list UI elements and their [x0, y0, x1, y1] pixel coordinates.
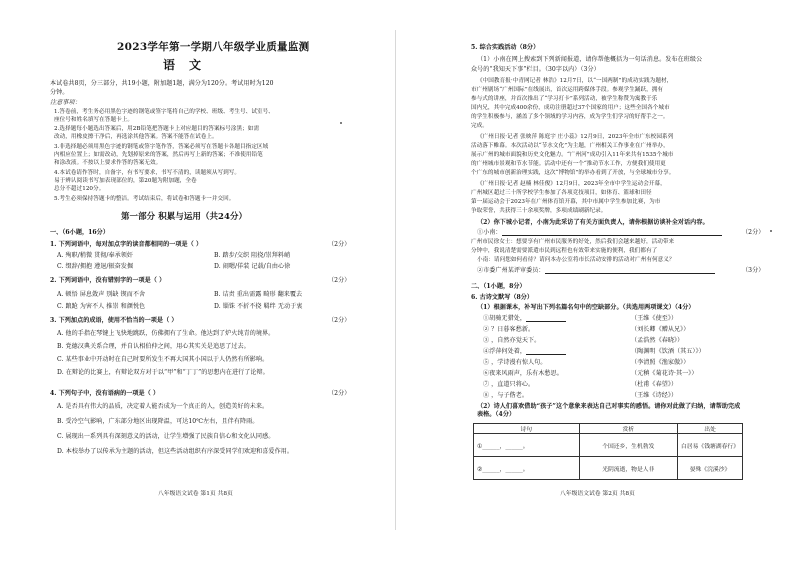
- news-line: 市广州剧场“广州国际”在线展出，首次运用跨媒体手段。参观学生踊跃，拥有: [471, 87, 664, 93]
- option: B. 踏步/交织 阻挠/崇拜料峭: [214, 252, 291, 259]
- poem-line: ④浮萍何处着，: [483, 348, 566, 355]
- intro-line: 分钟。: [50, 89, 69, 96]
- notice-item: 3.非选择题必须用黑色字迹的钢笔或签字笔作答，答案必须写在答题卡各题目指定区域: [54, 144, 269, 150]
- table-header: 诗句: [474, 424, 580, 434]
- page-fold-divider: [395, 30, 396, 530]
- section-heading: 一、（6小题，16分）: [50, 229, 109, 236]
- news-line: 《广州日报·记者 张映萍 陈庭宇 庄小蕊》12月9日，2023年全市广东校园系列: [477, 134, 674, 140]
- intro-line: 本试卷共8页，分三部分，共19小题，附加题1题，满分为120分。考试用时为120: [50, 80, 274, 87]
- table-row: [474, 457, 743, 480]
- question-2: 2. 下列词语中，没有错别字的一项是（ ）: [50, 277, 166, 284]
- subject-title: 语文: [163, 58, 216, 72]
- scan-speck: [340, 122, 342, 124]
- question-5: 5. 综合实践活动（8分）: [471, 44, 540, 51]
- dialog-line: 小南：请问您如何看待？请问本办公室将市长活动安排的活动对广州有何意义？: [477, 257, 675, 263]
- option: A. 殉职/稍微 贯彻/奉承领奸: [57, 252, 134, 259]
- option: D. 闹嗯/佯装 记载/自由心徐: [214, 263, 291, 270]
- poem-source: （李清照《渔家傲》）: [631, 359, 690, 366]
- table-cell-source: 白居易《钱塘湖春行》: [678, 434, 743, 457]
- option: D. 锱铢 不折不挠 羁绊 无动于衷: [214, 303, 303, 310]
- option: A. 是否具有伟大的品质，决定着人能否成为一个真正的人，创造美好的未来。: [57, 403, 269, 410]
- news-line: 第一届运动会于2023年在广州体育馆开幕，其中市属中学生参加比赛，为市: [471, 199, 661, 205]
- poem-source: （王维《使至》）: [631, 315, 678, 322]
- option: D. 本校举办了以传承为主题的活动，但这些活动组织有序深受同学们欢迎和喜爱作用。: [57, 448, 294, 455]
- news-line: 个广东的城市创新治理实践，这次“博物馆”的举办看到了开放，与全球城市分享。: [471, 170, 675, 176]
- poem-line: ② ？日暮客愁新。: [483, 326, 535, 333]
- option: A. 顿悟 屏息敛声 别缺 锲而不舍: [57, 291, 146, 298]
- dialog-line: ①小南：: [477, 229, 722, 236]
- poem-line: ⑦ ，直道只将心。: [483, 381, 535, 388]
- notice-item: 2.选择题每小题选出答案后，用2B铅笔把答题卡上对应题目的答案标号涂黑；如需: [54, 126, 260, 132]
- poem-source: （王维《诗经》）: [631, 392, 678, 399]
- poem-line: ③ ，自然亦觉天下。: [483, 337, 541, 344]
- question-4: 4. 下列句子中，没有语病的一项是（ ）: [50, 390, 160, 397]
- table-header: 赏析: [579, 424, 677, 434]
- exam-page-right: [397, 0, 794, 561]
- notice-item: 内相应位置上；如需改动，先划掉原来的答案，然后再写上新的答案；不准使用铅笔: [54, 152, 263, 158]
- page-footer: 八年级语文试卷 第1页 共8页: [158, 491, 233, 497]
- option: B. 党德汉典关系合理，并自认相伯仲之间，用心其实关是追思了过去。: [57, 343, 250, 350]
- poem-line: ⑤ ，学诗漫有惊人句。: [483, 359, 547, 366]
- table-row: [474, 434, 743, 457]
- notice-item: 1.答卷前，考生务必用黑色字迹的钢笔或签字笔将自己的学校、班级、考生号、试室号、: [54, 109, 274, 115]
- poem-source: （杜甫《春望》）: [631, 381, 678, 388]
- poem-source: （刘长卿《赠从兄》）: [631, 326, 690, 333]
- question-1: 1. 下列词语中，每对加点字的读音都相同的一项是（ ）: [50, 241, 203, 248]
- news-line: 国内兄，其中完成400余份，成功注册超过37个国家的用户；这些全国各个城市: [471, 105, 670, 111]
- news-line: 《中国教育报·中青网记者 林浩》12月7日，以“一国两制”的成功实践为题材，: [477, 78, 673, 84]
- option: B. 诘责 重出需露 畸形 翻来覆去: [214, 291, 303, 298]
- question-score: （2分）: [328, 277, 351, 284]
- option: C. 踉跄 为害不人 推崇 和颜悦色: [57, 303, 146, 310]
- option: A. 他的手指在琴键上飞快地跳跃，仿佛拥有了生命。他达到了炉火纯青的境界。: [57, 330, 275, 337]
- poem-line: ①胡骑无猎处，: [483, 315, 566, 322]
- option: B. 受冷空气影响，广东部分地区出现降温，可达10℃左右，且伴有降雨。: [57, 418, 259, 425]
- notice-item: 总分不超过120分。: [54, 186, 105, 192]
- option: C. 缀辞/拥抱 遵退/振奋发掘: [57, 263, 134, 270]
- news-line: 的广州城市景观和节水节能。活动中还有一个“推动节水工作，方便我们使用更: [471, 161, 666, 167]
- news-line: 的学生积极参与，涵盖了多个领域的学习内容，成为学生们学习的好帮手之一。: [471, 114, 669, 120]
- notice-item: 易于辨认阅读书写加表现部位的，第20题为附加题，全卷: [54, 178, 197, 184]
- notice-item: 座位号和姓名填写在答题卡上。: [54, 117, 134, 123]
- q5-part2: （2）你下城小记者，小南为此采访了有关方面负责人，请你根据访谈补全对话内容。: [477, 219, 709, 226]
- table-cell-blank[interactable]: ①______，______。: [474, 434, 580, 457]
- poem-source: （陶渊明《饮酒（其五）》）: [631, 348, 705, 355]
- poem-source: （孟浩然《春晓》）: [631, 337, 684, 344]
- table-cell-source: 晏殊《浣溪沙》: [678, 457, 743, 480]
- exam-title: 2023学年第一学期八年级学业质量监测: [117, 41, 310, 53]
- news-line: 《广州日报·记者 赵楠 林佳俊》12月9日，2023年全市中学生运动会开幕，: [477, 181, 666, 187]
- poem-line: ⑧ ，与子偕老。: [483, 392, 528, 399]
- news-line: 活动落下帷幕。本次活动以“节水文化”为主题，广州相关工作事业在广州举办，: [471, 143, 669, 149]
- page-footer: 八年级语文试卷 第2页 共8页: [560, 491, 635, 497]
- option: C. 某些事业中开动时在自己时要所发生不再大国其小国以于人仍然有所影响。: [57, 356, 269, 363]
- notice-item: 4.本试卷请作答时，自备字，有书写要求，书写不清的，读题须从写到写。: [54, 170, 241, 176]
- question-6: 6. 古诗文默写（8分）: [471, 294, 534, 301]
- poem-source: （元稹《菊花诗·其一》）: [631, 370, 698, 377]
- news-line: 展示广州的城市面貌和历史文化魅力。“广州河”成功引入11年来共有1535个城市: [471, 152, 674, 158]
- question-score: （2分）: [328, 317, 351, 324]
- q6-part1: （1）根据课本，补写出下列名篇名句中的空缺部分。（共选用两项课文）（4分）: [477, 304, 695, 311]
- dialog-line: 分钟中，我说清楚需要派遣市民到远程也有效带来实施的便利，我们都有了: [471, 248, 658, 254]
- table-header-row: [474, 424, 743, 434]
- news-line: 完成。: [471, 123, 488, 129]
- dialog-line: ②市委广州某评审委员：: [477, 267, 715, 274]
- q5-line: （1）小南在网上搜索到下列新闻报道，请你帮他概括为一句话消息。发布在班级公: [477, 56, 703, 63]
- news-line: 争取荣誉，共获得三十余项奖牌，多项成绩刷新纪录。: [471, 208, 607, 214]
- scan-speck: [770, 230, 772, 232]
- poem-line: ⑥夜来风雨声，乐有木愁思。: [483, 370, 563, 377]
- question-score: （2分）: [328, 390, 351, 397]
- question-3: 3. 下列加点的成语，使用不恰当的一项是（ ）: [50, 317, 178, 324]
- q5-line: 众号的“我知天下事”栏目。（30字以内）（3分）: [471, 66, 600, 73]
- news-line: 广州城区超过三十所学校学生参加了各项竞技项目，如体育、篮球和田径: [471, 190, 652, 196]
- news-line: 参与式的讲座，并首次推出了“学习打卡”系列活动，被学生称赞为寓教于乐: [471, 96, 658, 102]
- q6-part2: （2）诗人们喜欢借助“孩子”这个意象来表达自己对事实的感悟。请你对此做了归纳，请帮助完成表格。（4分）: [477, 403, 741, 418]
- option: C. 展现出一系列具有深刻意义的活动，让学生增强了民族自信心和文化认同感。: [57, 433, 275, 440]
- table-cell-note: 光阴流逝，物是人非: [579, 457, 677, 480]
- section-heading: 二、（1小题，8分）: [471, 283, 526, 290]
- notice-item: 改动，用橡皮擦干净后，再选涂其他答案。答案不能答在试卷上。: [54, 134, 218, 140]
- table-cell-blank[interactable]: ②______，______。: [474, 457, 580, 480]
- notice-heading: 注意事项：: [50, 99, 81, 106]
- poem-table: [473, 423, 743, 480]
- notice-item: 5.考生必须保持答题卡的整洁。考试结束后，将试卷和答题卡一并交回。: [54, 196, 235, 202]
- table-header: 出处: [678, 424, 743, 434]
- notice-item: 和涂改液。不按以上要求作答的答案无效。: [54, 160, 162, 166]
- dialog-line: 广州市民徐女士：想要享有广州市民服务的好处，然后我们会越来越好，活动带来: [471, 239, 675, 245]
- part-heading: 第一部分 积累与运用（共24分）: [121, 212, 248, 222]
- option: D. 在辩论的比赛上，有辩论双方对于以“甲”和“丁丁”的思想内在进行了论辩。: [57, 369, 269, 376]
- question-score: （3分）: [742, 267, 765, 274]
- question-score: （2分）: [328, 241, 351, 248]
- table-cell-note: 个国还乡，生机勃发: [579, 434, 677, 457]
- question-score: （2分）: [742, 229, 765, 236]
